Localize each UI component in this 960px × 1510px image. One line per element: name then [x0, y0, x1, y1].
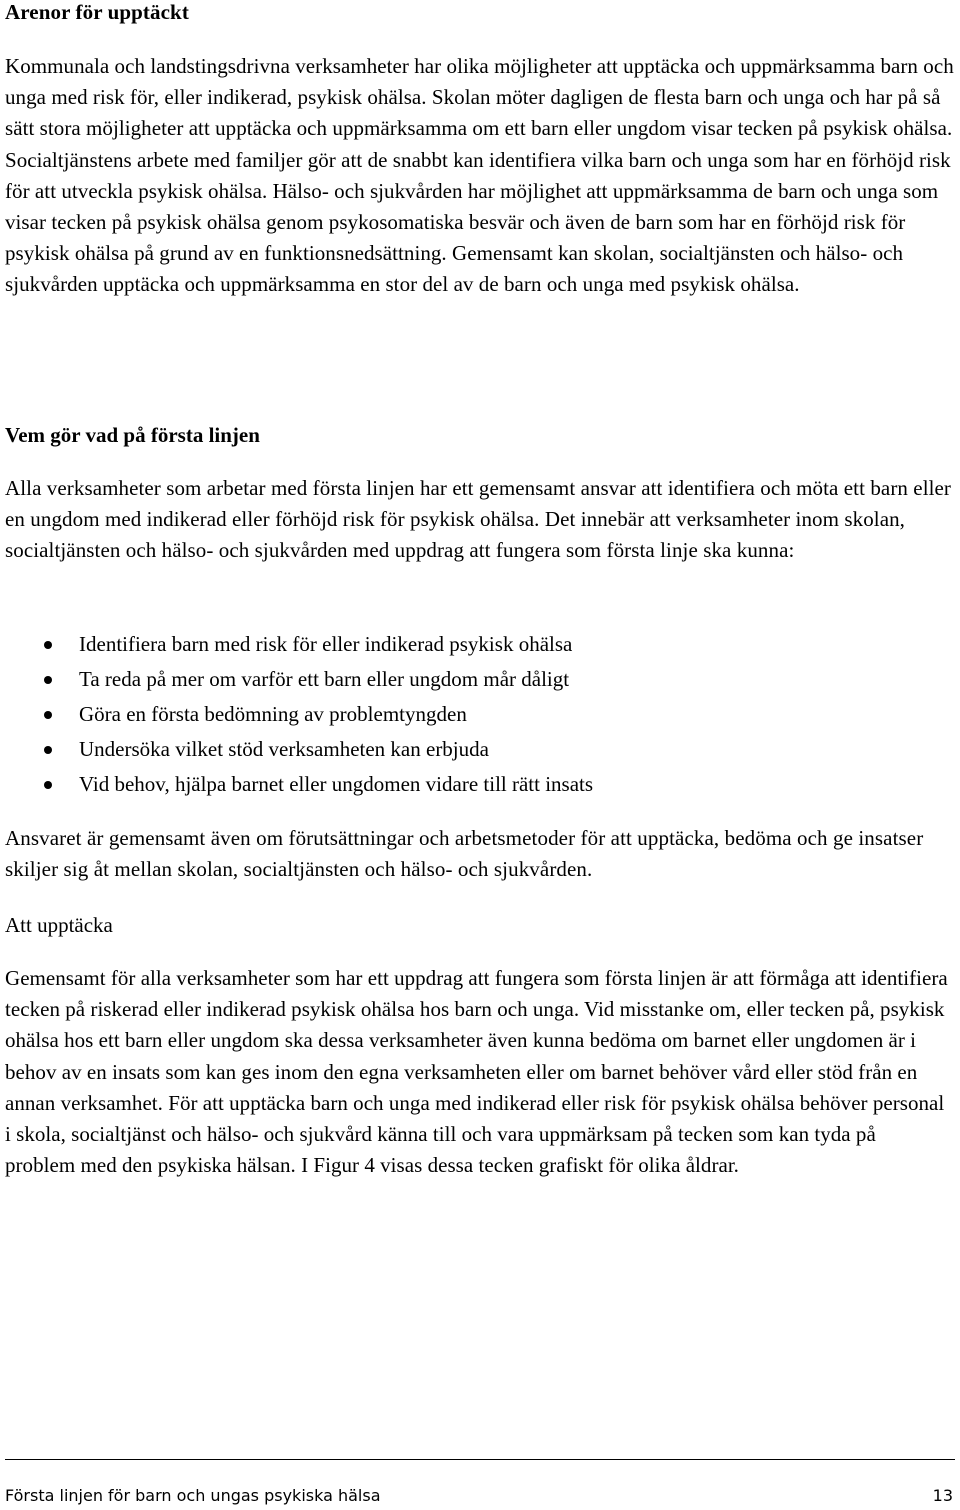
responsibility-list [5, 627, 905, 802]
list-item [5, 697, 905, 732]
subsection-closing-paragraph: Ansvaret är gemensamt även om förutsättningar och arbetsmetoder för att upptäcka, bedöma och ge insatser skiljer sig åt mellan skolan, socialtjänsten och hälso- och sjukvården. [5, 826, 924, 882]
section-heading: Arenor för upptäckt [5, 0, 189, 24]
bullet-icon [44, 641, 52, 649]
subsection-heading: Vem gör vad på första linjen [5, 423, 260, 447]
footer-divider [5, 1459, 955, 1460]
bullet-icon [44, 746, 52, 754]
bullet-icon [44, 781, 52, 789]
subsection-intro-paragraph: Alla verksamheter som arbetar med första linjen har ett gemensamt ansvar att identifiera och möta ett barn eller en ungdom med indikerad eller förhöjd risk för psykisk ohälsa. Det innebär att verksamheter inom skolan, socialtjänsten och hälso- och sjukvården med uppdrag att fungera som första linje ska kunna: [5, 476, 952, 563]
footer-title: Första linjen för barn och ungas psykiska hälsa [5, 1486, 381, 1505]
list-item-text: Göra en första bedömning av problemtyngden [79, 702, 467, 726]
section-paragraph: Kommunala och landstingsdrivna verksamheter har olika möjligheter att upptäcka och uppmärksamma barn och unga med risk för, eller indikerad, psykisk ohälsa. Skolan möter dagligen de flesta barn och unga och har på så sätt stora möjligheter att upptäcka och uppmärksamma om ett barn eller ungdom visar tecken på psykisk ohälsa. Socialtjänstens arbete med familjer gör att de snabbt kan identifiera vilka barn och unga som har en förhöjd risk för att utveckla psykisk ohälsa. Hälso- och sjukvården har möjlighet att uppmärksamma de barn och unga som visar tecken på psykisk ohälsa genom psykosomatiska besvär och även de barn som har en förhöjd risk för psykisk ohälsa på grund av en funktionsnedsättning. Gemensamt kan skolan, socialtjänsten och hälso- och sjukvården upptäcka och uppmärksamma en stor del av de barn och unga med psykisk ohälsa. [5, 54, 954, 297]
page-number: 13 [932, 1486, 953, 1505]
list-item-text: Identifiera barn med risk för eller indikerad psykisk ohälsa [79, 632, 573, 656]
list-item [5, 732, 905, 767]
list-item [5, 627, 905, 662]
list-item-text: Undersöka vilket stöd verksamheten kan erbjuda [79, 737, 489, 761]
list-item [5, 767, 905, 802]
detect-heading: Att upptäcka [5, 913, 113, 937]
list-item-text: Vid behov, hjälpa barnet eller ungdomen vidare till rätt insats [79, 772, 594, 796]
bullet-icon [44, 676, 52, 684]
list-item-text: Ta reda på mer om varför ett barn eller ungdom mår dåligt [79, 667, 570, 691]
bullet-icon [44, 711, 52, 719]
detect-paragraph: Gemensamt för alla verksamheter som har ett uppdrag att fungera som första linjen är att förmåga att identifiera tecken på riskerad eller indikerad psykisk ohälsa hos barn och unga. Vid misstanke om, eller tecken på, psykisk ohälsa hos ett barn eller ungdom ska dessa verksamheter även kunna bedöma om barnet eller ungdomen är i behov av en insats som kan ges inom den egna verksamheten eller om barnet behöver vård eller stöd från en annan verksamhet. För att upptäcka barn och unga med indikerad eller risk för psykisk ohälsa behöver personal i skola, socialtjänst och hälso- och sjukvård känna till och vara uppmärksam på tecken som kan tyda på problem med den psykiska hälsan. I Figur 4 visas dessa tecken grafiskt för olika åldrar. [5, 966, 948, 1178]
list-item [5, 662, 905, 697]
